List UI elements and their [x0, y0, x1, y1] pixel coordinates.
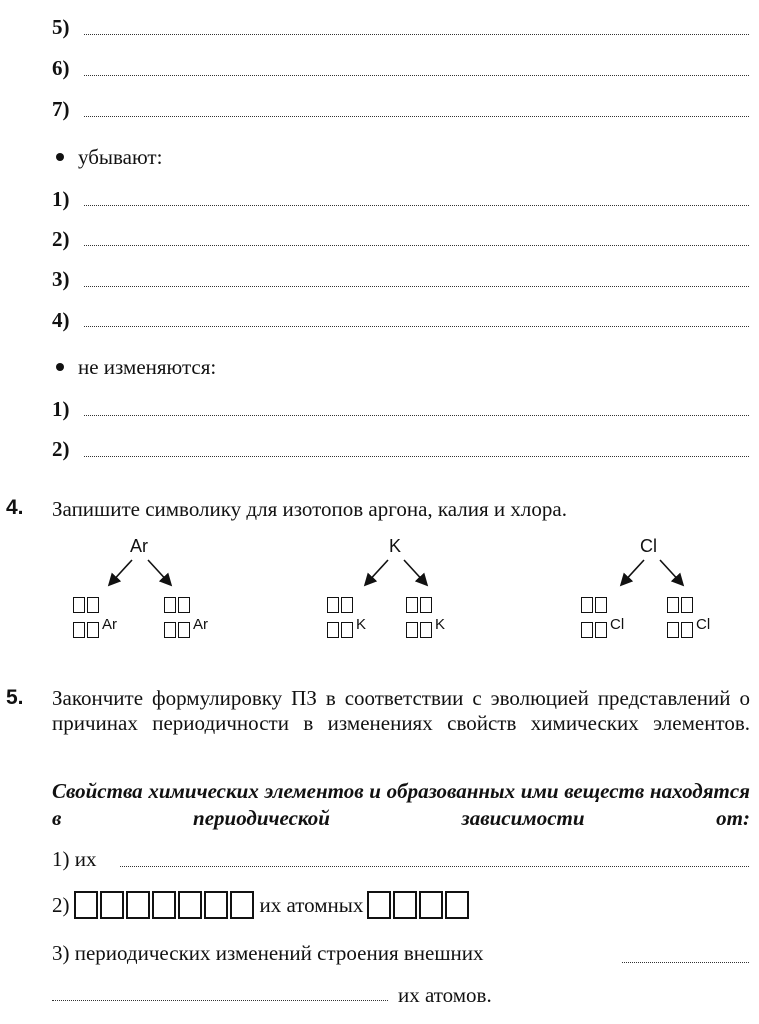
list-item	[52, 55, 70, 81]
law-statement: Свойства химических элементов и образованных ими веществ находятся в периодической зависимости от:	[52, 779, 750, 830]
answer-line[interactable]	[120, 866, 749, 867]
element-symbol: Ar	[193, 616, 208, 633]
list-item	[52, 396, 70, 422]
item-3-end: их атомов.	[398, 983, 492, 1007]
charge-box[interactable]	[341, 622, 353, 638]
item-number: 2)	[52, 227, 70, 251]
element-symbol: Cl	[610, 616, 625, 633]
item-number: 7)	[52, 97, 70, 121]
element-label: K	[389, 536, 402, 556]
answer-line[interactable]	[84, 116, 749, 117]
letter-box[interactable]	[204, 891, 228, 919]
item-number: 1)	[52, 187, 70, 211]
item-2-row	[52, 889, 471, 921]
charge-box[interactable]	[406, 622, 418, 638]
answer-line[interactable]	[84, 245, 749, 246]
task-4-text: Запишите символику для изотопов аргона, калия и хлора.	[52, 497, 567, 521]
charge-box[interactable]	[420, 622, 432, 638]
answer-line[interactable]	[84, 326, 749, 327]
item-number: 3)	[52, 267, 70, 291]
mass-box[interactable]	[581, 597, 593, 613]
item-1-prefix: 1) их	[52, 847, 97, 871]
element-label: Ar	[130, 536, 148, 556]
mass-box[interactable]	[341, 597, 353, 613]
letter-box[interactable]	[178, 891, 202, 919]
bullet-heading-unchanged	[52, 354, 216, 380]
item-number: 6)	[52, 56, 70, 80]
charge-box[interactable]	[681, 622, 693, 638]
mass-box[interactable]	[178, 597, 190, 613]
list-item	[52, 307, 70, 333]
element-symbol: K	[435, 616, 446, 633]
list-item	[52, 14, 70, 40]
list-item	[52, 186, 70, 212]
letter-box[interactable]	[393, 891, 417, 919]
mass-box[interactable]	[681, 597, 693, 613]
list-item	[52, 226, 70, 252]
item-number: 4)	[52, 308, 70, 332]
charge-box[interactable]	[87, 622, 99, 638]
mass-box[interactable]	[420, 597, 432, 613]
branch-arrows-icon	[612, 556, 692, 592]
letter-box[interactable]	[419, 891, 443, 919]
charge-box[interactable]	[595, 622, 607, 638]
answer-line[interactable]	[84, 415, 749, 416]
charge-box[interactable]	[164, 622, 176, 638]
answer-line[interactable]	[84, 205, 749, 206]
item-number: 5)	[52, 15, 70, 39]
answer-line[interactable]	[52, 1000, 388, 1001]
letter-boxes-2[interactable]	[367, 891, 471, 919]
letter-box[interactable]	[100, 891, 124, 919]
mass-box[interactable]	[87, 597, 99, 613]
heading-text: не изменяются:	[78, 355, 217, 379]
task-5-text: Закончите формулировку ПЗ в соответствии с эволюцией представлений о причинах периодичности в изменениях свойств химических элементов.	[52, 686, 750, 735]
list-item	[52, 96, 70, 122]
list-item	[52, 436, 70, 462]
charge-box[interactable]	[581, 622, 593, 638]
letter-box[interactable]	[367, 891, 391, 919]
mass-box[interactable]	[73, 597, 85, 613]
bullet-icon	[56, 153, 64, 161]
item-2-middle: их атомных	[259, 892, 364, 917]
list-item	[52, 266, 70, 292]
letter-box[interactable]	[445, 891, 469, 919]
charge-box[interactable]	[73, 622, 85, 638]
mass-box[interactable]	[164, 597, 176, 613]
letter-box[interactable]	[152, 891, 176, 919]
charge-box[interactable]	[327, 622, 339, 638]
heading-text: убывают:	[78, 145, 163, 169]
item-number: 2)	[52, 437, 70, 461]
item-3-text: 3) периодических изменений строения внешних	[52, 941, 484, 965]
letter-boxes-1[interactable]	[74, 891, 256, 919]
item-2-prefix: 2)	[52, 892, 70, 917]
letter-box[interactable]	[74, 891, 98, 919]
element-symbol: Ar	[102, 616, 117, 633]
mass-box[interactable]	[406, 597, 418, 613]
charge-box[interactable]	[178, 622, 190, 638]
answer-line[interactable]	[622, 962, 749, 963]
element-label: Cl	[640, 536, 657, 556]
answer-line[interactable]	[84, 75, 749, 76]
letter-box[interactable]	[230, 891, 254, 919]
task-5-number: 5.	[6, 686, 24, 709]
letter-box[interactable]	[126, 891, 150, 919]
answer-line[interactable]	[84, 456, 749, 457]
charge-box[interactable]	[667, 622, 679, 638]
mass-box[interactable]	[667, 597, 679, 613]
branch-arrows-icon	[356, 556, 436, 592]
item-number: 1)	[52, 397, 70, 421]
mass-box[interactable]	[595, 597, 607, 613]
answer-line[interactable]	[84, 286, 749, 287]
bullet-heading-decrease	[52, 144, 162, 170]
answer-line[interactable]	[84, 34, 749, 35]
mass-box[interactable]	[327, 597, 339, 613]
element-symbol: Cl	[696, 616, 711, 633]
element-symbol: K	[356, 616, 367, 633]
bullet-icon	[56, 363, 64, 371]
task-4-number: 4.	[6, 496, 24, 519]
branch-arrows-icon	[100, 556, 180, 592]
